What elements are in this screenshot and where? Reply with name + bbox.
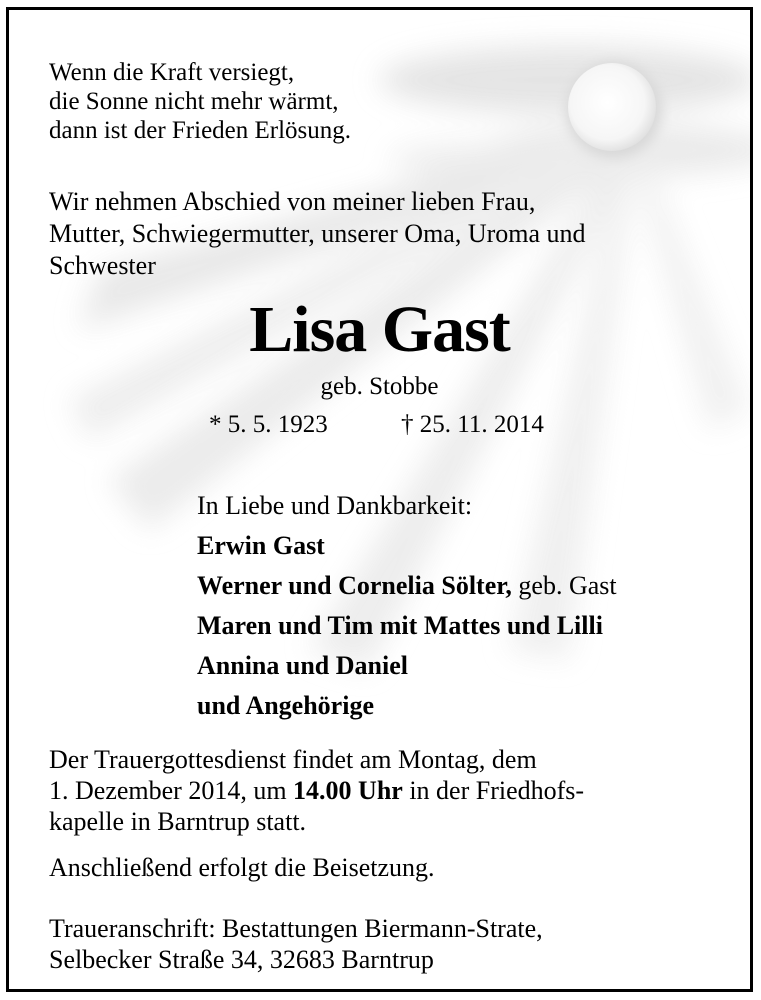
intro-line: Schwester [49, 251, 156, 280]
service-time: 14.00 Uhr [293, 776, 403, 805]
funeral-service-info [49, 744, 584, 837]
mourner-names: Werner und Cornelia Sölter, [197, 571, 512, 600]
intro-line: Mutter, Schwiegermutter, unserer Oma, Uroma und [49, 219, 586, 248]
mourner-line: Erwin Gast [197, 531, 325, 560]
poem-line: dann ist der Frieden Erlösung. [49, 117, 352, 144]
notice-border [6, 7, 753, 992]
service-line: Der Trauergottesdienst findet am Montag, dem [49, 745, 537, 774]
birth-name: geb. Stobbe [320, 373, 439, 400]
mourner-line [197, 566, 617, 606]
burial-note: Anschließend erfolgt die Beisetzung. [49, 853, 435, 882]
birth-date: * 5. 5. 1923 [209, 411, 328, 438]
deceased-name: Lisa Gast [249, 293, 510, 366]
address-line: Traueranschrift: Bestattungen Biermann-Strate, [49, 914, 543, 943]
mourners-heading: In Liebe und Dankbarkeit: [197, 491, 473, 520]
mourner-birth-name: geb. Gast [511, 571, 617, 600]
farewell-intro [49, 186, 586, 282]
mourners [197, 486, 617, 726]
service-place: in der Friedhofs- [402, 776, 585, 805]
service-line: kapelle in Barntrup statt. [49, 807, 307, 836]
address-line: Selbecker Straße 34, 32683 Barntrup [49, 945, 434, 974]
poem-line: Wenn die Kraft versiegt, [49, 59, 295, 86]
poem [49, 58, 351, 145]
intro-line: Wir nehmen Abschied von meiner lieben Frau, [49, 187, 536, 216]
service-date: 1. Dezember 2014, um [49, 776, 294, 805]
poem-line: die Sonne nicht mehr wärmt, [49, 88, 339, 115]
service-line [49, 775, 584, 806]
death-date: † 25. 11. 2014 [401, 411, 544, 438]
mourning-address [49, 913, 543, 975]
mourner-line: und Angehörige [197, 691, 374, 720]
mourner-line: Maren und Tim mit Mattes und Lilli [197, 611, 603, 640]
mourner-line: Annina und Daniel [197, 651, 408, 680]
